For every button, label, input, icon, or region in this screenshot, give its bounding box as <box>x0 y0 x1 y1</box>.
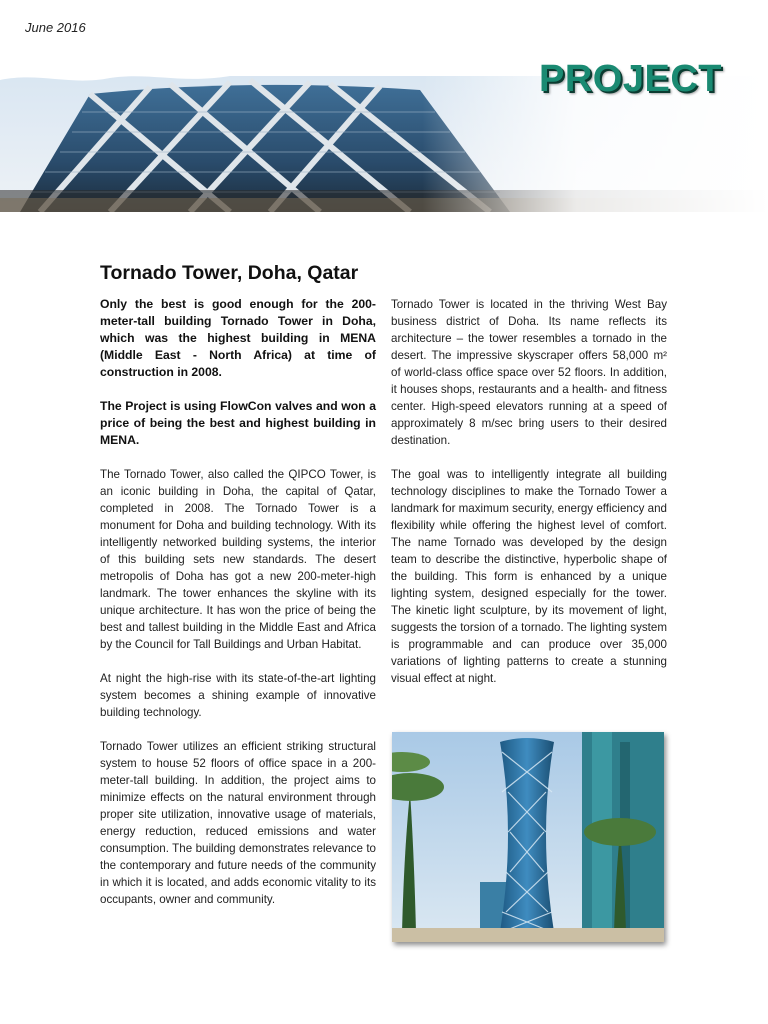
intro-paragraph-1: Only the best is good enough for the 200-meter-tall building Tornado Tower in Doha, which was the highest building in MENA (Middle East - North Africa) at time of construction in 2008. <box>100 297 376 379</box>
section-heading-project: PROJECT <box>539 58 722 100</box>
right-column <box>391 296 667 704</box>
body-paragraph: The goal was to intelligently integrate all building technology disciplines to make the Tornado Tower a landmark for maximum security, energy efficiency and flexibility while offering the highest level of comfort. The name Tornado was developed by the design team to describe the distinctive, hyperbolic shape of the building. This form is enhanced by a unique lighting system, designed especially for the tower. The kinetic light sculpture, by its movement of light, suggests the torsion of a tornado. The lighting system is programmable and can produce over 35,000 variations of lighting patterns to create a stunning visual effect at night. <box>391 468 667 685</box>
left-column <box>100 296 376 925</box>
tornado-tower-photo <box>392 732 664 942</box>
date-label: June 2016 <box>25 20 86 35</box>
body-paragraph: Tornado Tower is located in the thriving West Bay business district of Doha. Its name reflects its architecture – the tower resembles a tornado in the desert. The impressive skyscraper offers 58,000 m² of world-class office space over 52 floors. In addition, it houses shops, restaurants and a health- and fitness center. High-speed elevators running at a speed of approximately 8 m/sec bring users to their desired destination. <box>391 298 667 447</box>
intro-paragraph-2: The Project is using FlowCon valves and won a price of being the best and highest building in MENA. <box>100 399 376 447</box>
body-paragraph: The Tornado Tower, also called the QIPCO Tower, is an iconic building in Doha, the capital of Qatar, completed in 2008. The Tornado Tower is a monument for Doha and building technology. With its intelligently networked building systems, the interior of this building sets new standards. The desert metropolis of Doha has got a new 200-meter-high landmark. The tower enhances the skyline with its unique architecture. It has won the price of being the best and tallest building in the Middle East and Africa by the Council for Tall Buildings and Urban Habitat. <box>100 468 376 651</box>
body-paragraph: At night the high-rise with its state-of-the-art lighting system becomes a shining example of innovative building technology. <box>100 672 376 719</box>
article-title: Tornado Tower, Doha, Qatar <box>100 262 359 284</box>
body-paragraph: Tornado Tower utilizes an efficient striking structural system to house 52 floors of office space in a 200-meter-tall building. In addition, the project aims to minimize effects on the natural environment through proper site utilization, innovative usage of materials, energy reduction, reduced emissions and water consumption. The building demonstrates relevance to the contemporary and future needs of the community in which it is located, and adds economic vitality to its occupants, owner and community. <box>100 740 376 906</box>
